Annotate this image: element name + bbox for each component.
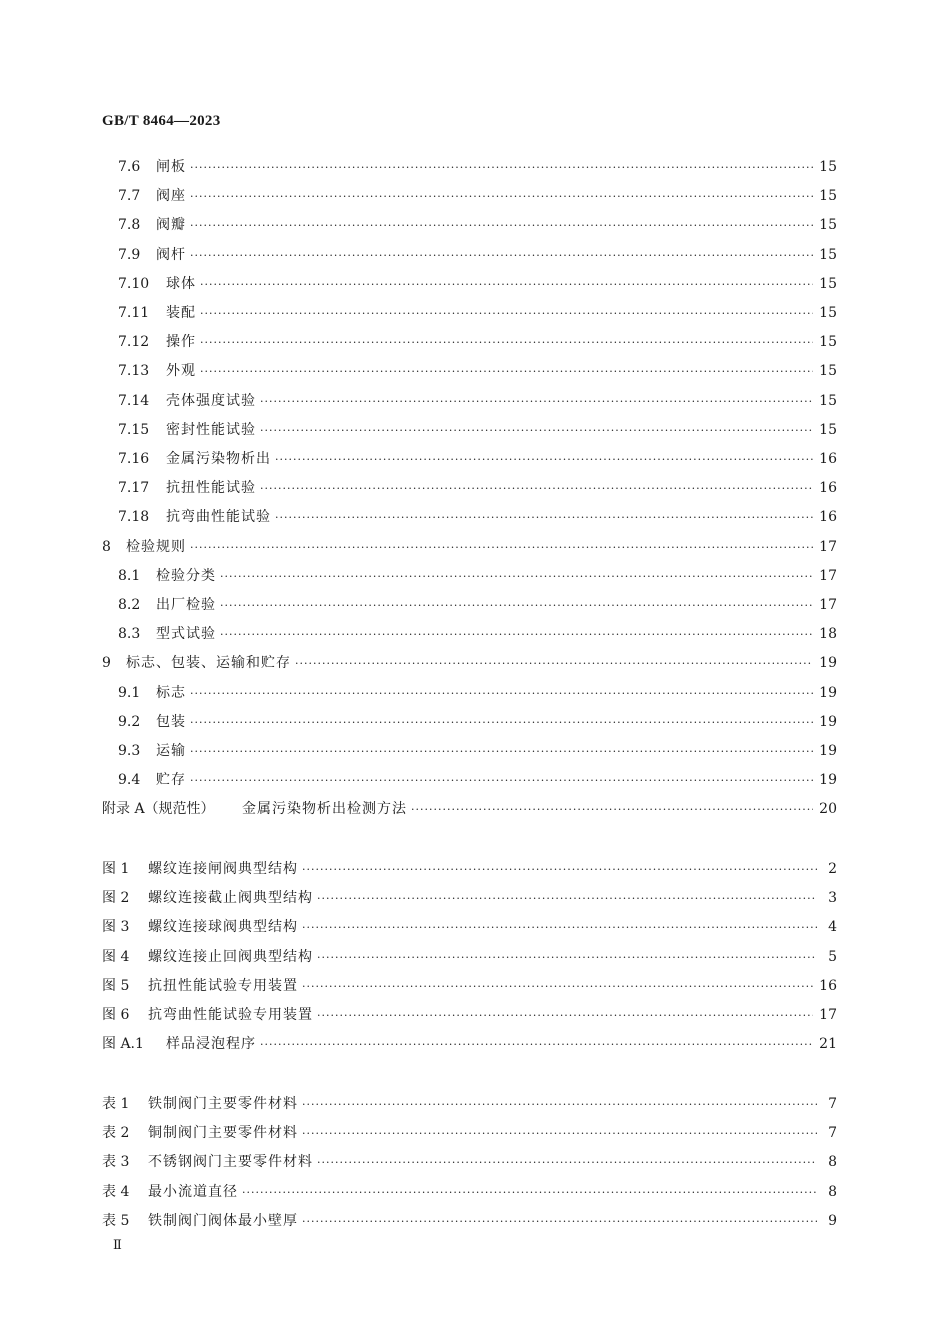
dot-leader: [317, 1152, 817, 1174]
entry-page-number: 7: [828, 1125, 837, 1142]
toc-section-entry[interactable]: [102, 536, 837, 558]
toc-section-entry[interactable]: [118, 711, 837, 733]
entry-number: 7.6: [118, 159, 141, 175]
entry-number: 7.8: [118, 217, 141, 234]
entry-page-number: 17: [819, 597, 837, 613]
entry-page-number: 17: [819, 538, 837, 555]
entry-number: 表 1: [102, 1096, 130, 1112]
entry-page-number: 19: [819, 655, 837, 672]
entry-number: 7.9: [118, 246, 141, 263]
dot-leader: [317, 1005, 813, 1027]
entry-title: 金属污染物析出检测方法: [242, 801, 407, 818]
entry-page-number: 18: [819, 626, 837, 643]
toc-figure-entry[interactable]: [102, 1004, 837, 1026]
toc-section-entry[interactable]: [118, 682, 837, 704]
entry-page-number: 15: [819, 246, 837, 263]
entry-title: 金属污染物析出: [166, 451, 271, 467]
dot-leader: [295, 653, 813, 675]
dot-leader: [302, 917, 817, 939]
dot-leader: [200, 274, 813, 296]
toc-section-entry[interactable]: [118, 769, 837, 791]
entry-page-number: 5: [828, 948, 837, 965]
dot-leader: [275, 507, 813, 529]
entry-number: 7.7: [118, 188, 141, 205]
entry-page-number: 16: [819, 509, 837, 526]
entry-number: 7.15: [118, 421, 150, 438]
dot-leader: [190, 770, 813, 792]
toc-table-entry[interactable]: [102, 1181, 837, 1203]
entry-number: 7.10: [118, 275, 150, 292]
entry-page-number: 8: [828, 1183, 837, 1200]
entry-number: 表 5: [102, 1212, 130, 1229]
dot-leader: [200, 303, 813, 325]
entry-page-number: 19: [819, 713, 837, 730]
toc-section-entry[interactable]: [118, 331, 837, 353]
toc-section-entry[interactable]: [102, 652, 837, 674]
standard-number: GB/T 8464—2023: [102, 113, 221, 129]
dot-leader: [317, 947, 817, 969]
entry-number: 9.2: [118, 713, 141, 730]
dot-leader: [190, 712, 813, 734]
dot-leader: [220, 566, 813, 588]
toc-section-entry[interactable]: [118, 273, 837, 295]
entry-title: 贮存: [156, 772, 186, 789]
dot-leader: [411, 799, 813, 821]
toc-figure-entry[interactable]: [102, 858, 837, 880]
dot-leader: [275, 449, 813, 471]
entry-number: 8: [102, 538, 111, 555]
toc-section-entry[interactable]: [118, 214, 837, 236]
entry-title: 最小流道直径: [148, 1183, 238, 1200]
dot-leader: [260, 1034, 813, 1056]
entry-title: 检验规则: [126, 538, 186, 555]
entry-page-number: 8: [828, 1154, 837, 1171]
dot-leader: [302, 859, 817, 881]
entry-number: 7.12: [118, 334, 150, 351]
toc-section-entry[interactable]: [118, 419, 837, 441]
toc-section-entry[interactable]: [118, 565, 837, 587]
entry-page-number: 15: [819, 421, 837, 438]
entry-number: 表 3: [102, 1154, 130, 1171]
entry-number: 图 4: [102, 948, 130, 965]
entry-number: 9.1: [118, 684, 141, 701]
entry-title: 抗扭性能试验: [166, 480, 256, 497]
toc-section-entry[interactable]: [118, 360, 837, 382]
page-number: Ⅱ: [113, 1238, 122, 1253]
entry-page-number: 21: [819, 1036, 837, 1053]
entry-page-number: 15: [819, 188, 837, 205]
entry-number: 9: [102, 655, 111, 672]
entry-number: 8.2: [118, 597, 141, 613]
entry-title: 铁制阀门阀体最小壁厚: [148, 1212, 298, 1229]
entry-number: 图 1: [102, 861, 130, 877]
dot-leader: [260, 420, 813, 442]
entry-number: 7.18: [118, 509, 150, 526]
entry-page-number: 16: [819, 480, 837, 497]
entry-title: 运输: [156, 743, 186, 759]
entry-page-number: 19: [819, 772, 837, 789]
entry-page-number: 15: [819, 275, 837, 292]
dot-leader: [190, 186, 813, 208]
toc-section-entry[interactable]: [118, 740, 837, 762]
dot-leader: [242, 1182, 817, 1204]
entry-title: 螺纹连接截止阀典型结构: [148, 890, 313, 907]
entry-page-number: 17: [819, 1007, 837, 1023]
entry-page-number: 15: [819, 392, 837, 409]
toc-section-entry[interactable]: [118, 594, 837, 616]
entry-number: 7.17: [118, 480, 150, 497]
toc-table-entry[interactable]: [102, 1210, 837, 1232]
dot-leader: [190, 215, 813, 237]
entry-page-number: 3: [828, 890, 837, 907]
toc-section-entry[interactable]: [118, 623, 837, 645]
entry-title: 标志: [156, 684, 186, 701]
entry-title: 铁制阀门主要零件材料: [148, 1096, 298, 1112]
entry-title: 抗扭性能试验专用装置: [148, 977, 298, 994]
entry-title: 外观: [166, 363, 196, 380]
entry-title: 螺纹连接止回阀典型结构: [148, 948, 313, 965]
toc-section-entry[interactable]: [118, 448, 837, 470]
entry-title: 阀瓣: [156, 217, 186, 234]
entry-number: 7.13: [118, 363, 150, 380]
entry-page-number: 15: [819, 334, 837, 351]
dot-leader: [317, 888, 817, 910]
entry-page-number: 16: [819, 977, 837, 994]
entry-page-number: 16: [819, 451, 837, 467]
dot-leader: [190, 683, 813, 705]
toc-section-entry[interactable]: [118, 156, 837, 178]
dot-leader: [200, 332, 813, 354]
entry-number: 8.3: [118, 626, 141, 643]
entry-title: 样品浸泡程序: [166, 1036, 256, 1053]
dot-leader: [220, 624, 813, 646]
entry-number: 表 2: [102, 1125, 130, 1142]
entry-page-number: 20: [819, 801, 837, 818]
entry-number: 7.11: [118, 305, 150, 321]
entry-number: 7.14: [118, 392, 150, 409]
entry-title: 螺纹连接球阀典型结构: [148, 919, 298, 936]
entry-page-number: 19: [819, 684, 837, 701]
toc-section-entry[interactable]: [118, 302, 837, 324]
entry-title: 装配: [166, 305, 196, 321]
toc-section-entry[interactable]: [118, 244, 837, 266]
entry-title: 型式试验: [156, 626, 216, 643]
dot-leader: [200, 361, 813, 383]
entry-page-number: 19: [819, 743, 837, 759]
dot-leader: [302, 1211, 817, 1233]
entry-title: 壳体强度试验: [166, 392, 256, 409]
toc-figure-entry[interactable]: [102, 916, 837, 938]
entry-page-number: 2: [828, 861, 837, 877]
entry-title: 抗弯曲性能试验专用装置: [148, 1007, 313, 1023]
entry-title: 球体: [166, 275, 196, 292]
entry-title: 出厂检验: [156, 597, 216, 613]
entry-title: 螺纹连接闸阀典型结构: [148, 861, 298, 877]
entry-number: 8.1: [118, 567, 141, 584]
toc-figure-entry[interactable]: [102, 975, 837, 997]
toc-figure-entry[interactable]: [102, 1033, 837, 1055]
entry-number: 图 6: [102, 1007, 130, 1023]
dot-leader: [220, 595, 813, 617]
dot-leader: [190, 741, 813, 763]
entry-title: 密封性能试验: [166, 421, 256, 438]
dot-leader: [190, 157, 813, 179]
entry-title: 操作: [166, 334, 196, 351]
entry-title: 抗弯曲性能试验: [166, 509, 271, 526]
dot-leader: [302, 976, 813, 998]
entry-page-number: 7: [828, 1096, 837, 1112]
entry-number: 图 A.1: [102, 1036, 144, 1053]
entry-page-number: 17: [819, 567, 837, 584]
entry-title: 标志、包装、运输和贮存: [126, 655, 291, 672]
entry-number: 图 3: [102, 919, 130, 936]
entry-page-number: 4: [828, 919, 837, 936]
entry-title: 阀杆: [156, 246, 186, 263]
toc-section-entry[interactable]: [118, 185, 837, 207]
toc-figure-entry[interactable]: [102, 946, 837, 968]
entry-number: 图 2: [102, 890, 130, 907]
entry-page-number: 9: [828, 1212, 837, 1229]
entry-title: 包装: [156, 713, 186, 730]
entry-number: 9.3: [118, 743, 141, 759]
entry-number: 图 5: [102, 977, 130, 994]
entry-page-number: 15: [819, 217, 837, 234]
toc-table-entry[interactable]: [102, 1151, 837, 1173]
dot-leader: [190, 537, 813, 559]
dot-leader: [302, 1094, 817, 1116]
entry-number: 9.4: [118, 772, 141, 789]
entry-number: 附录 A（规范性）: [102, 801, 215, 818]
entry-title: 检验分类: [156, 567, 216, 584]
toc-figure-entry[interactable]: [102, 887, 837, 909]
dot-leader: [190, 245, 813, 267]
dot-leader: [302, 1123, 817, 1145]
entry-number: 表 4: [102, 1183, 130, 1200]
entry-title: 闸板: [156, 159, 186, 175]
entry-title: 不锈钢阀门主要零件材料: [148, 1154, 313, 1171]
toc-section-entry[interactable]: [102, 798, 837, 820]
toc-table-entry[interactable]: [102, 1122, 837, 1144]
dot-leader: [260, 478, 813, 500]
toc-section-entry[interactable]: [118, 477, 837, 499]
dot-leader: [260, 391, 813, 413]
entry-number: 7.16: [118, 451, 150, 467]
entry-page-number: 15: [819, 305, 837, 321]
entry-page-number: 15: [819, 159, 837, 175]
toc-section-entry[interactable]: [118, 390, 837, 412]
toc-table-entry[interactable]: [102, 1093, 837, 1115]
entry-page-number: 15: [819, 363, 837, 380]
entry-title: 铜制阀门主要零件材料: [148, 1125, 298, 1142]
entry-title: 阀座: [156, 188, 186, 205]
toc-section-entry[interactable]: [118, 506, 837, 528]
